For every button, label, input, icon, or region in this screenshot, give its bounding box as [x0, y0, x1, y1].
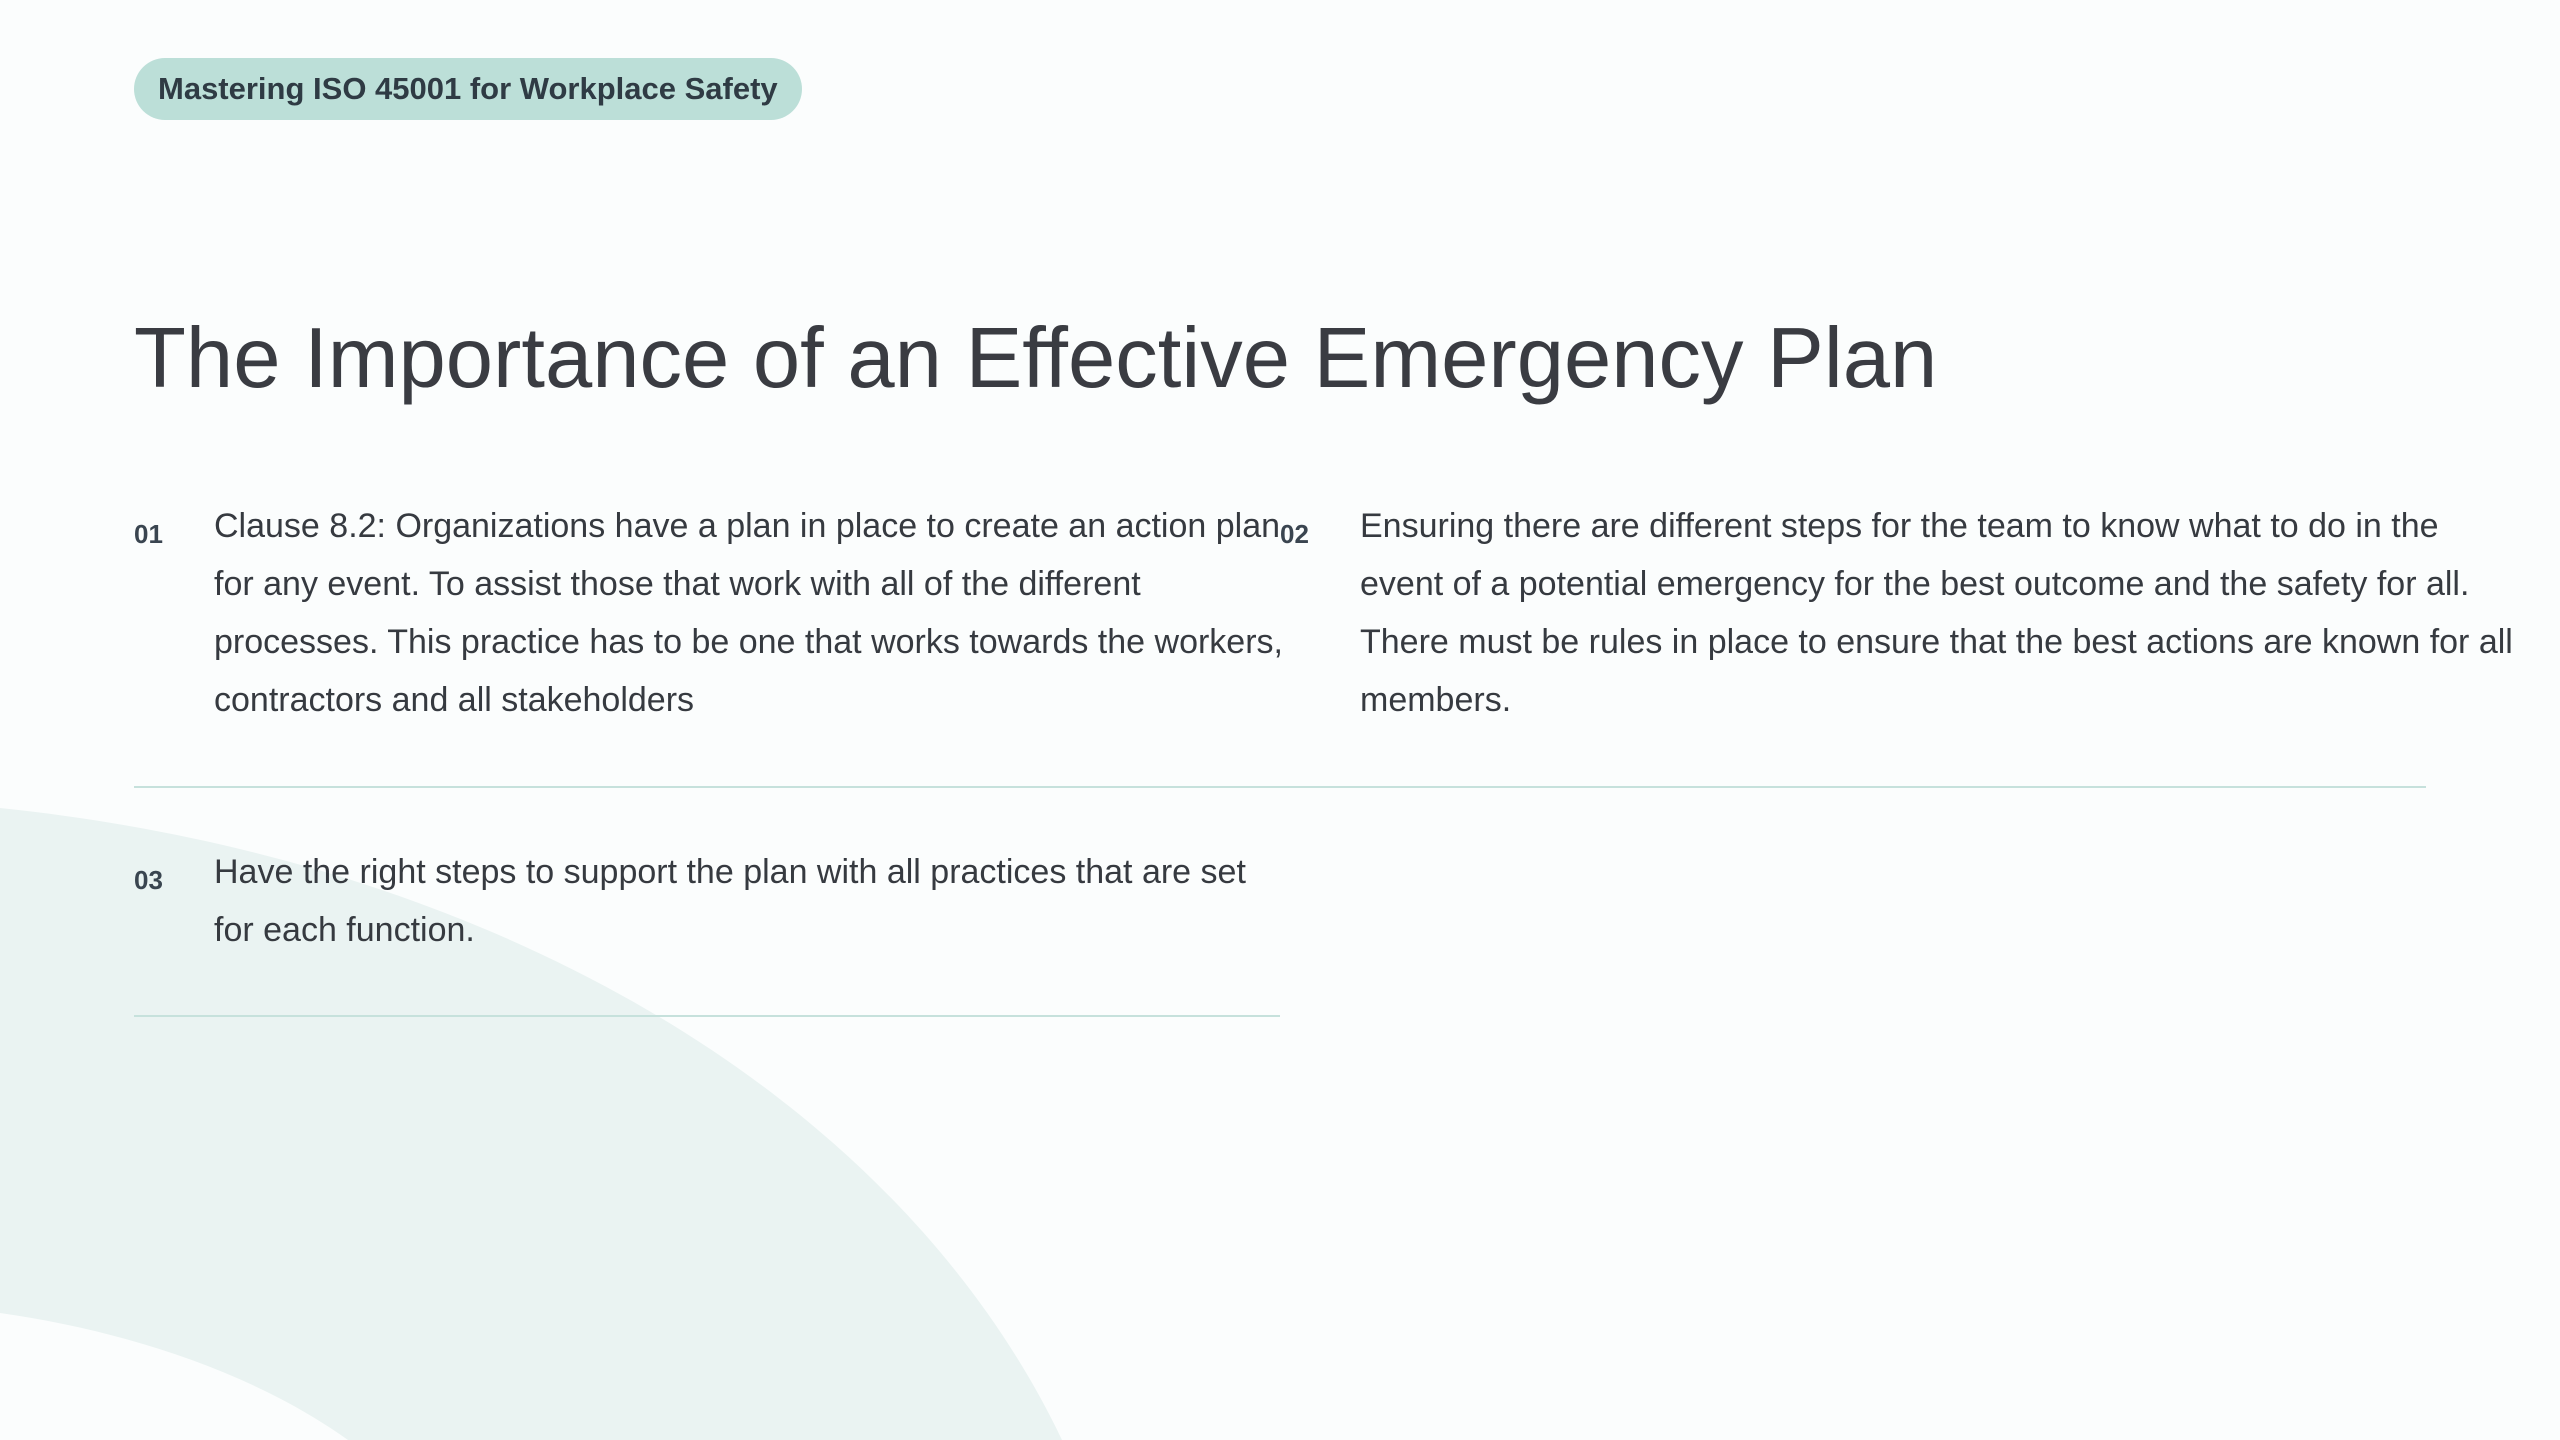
row-divider — [134, 786, 2426, 788]
badge-label: Mastering ISO 45001 for Workplace Safety — [158, 71, 778, 106]
presentation-title-badge — [134, 58, 802, 120]
item-number: 03 — [134, 865, 163, 895]
item-number: 02 — [1280, 519, 1309, 549]
row-divider — [134, 1015, 1280, 1017]
item-text: Ensuring there are different steps for the team to know what to do in the event of a potential emergency for the best outcome and the safety for all. There must be rules in place to ensure that the best actions are known for all members. — [1360, 507, 2513, 719]
slide-title: The Importance of an Effective Emergency Plan — [134, 311, 1938, 406]
item-text: Clause 8.2: Organizations have a plan in place to create an action plan for any event. To assist those that work with all of the different processes. This practice has to be one that works towards the workers, contractors and all stakeholders — [214, 507, 1283, 719]
item-text: Have the right steps to support the plan with all practices that are set for each function. — [214, 853, 1246, 949]
item-number: 01 — [134, 519, 163, 549]
